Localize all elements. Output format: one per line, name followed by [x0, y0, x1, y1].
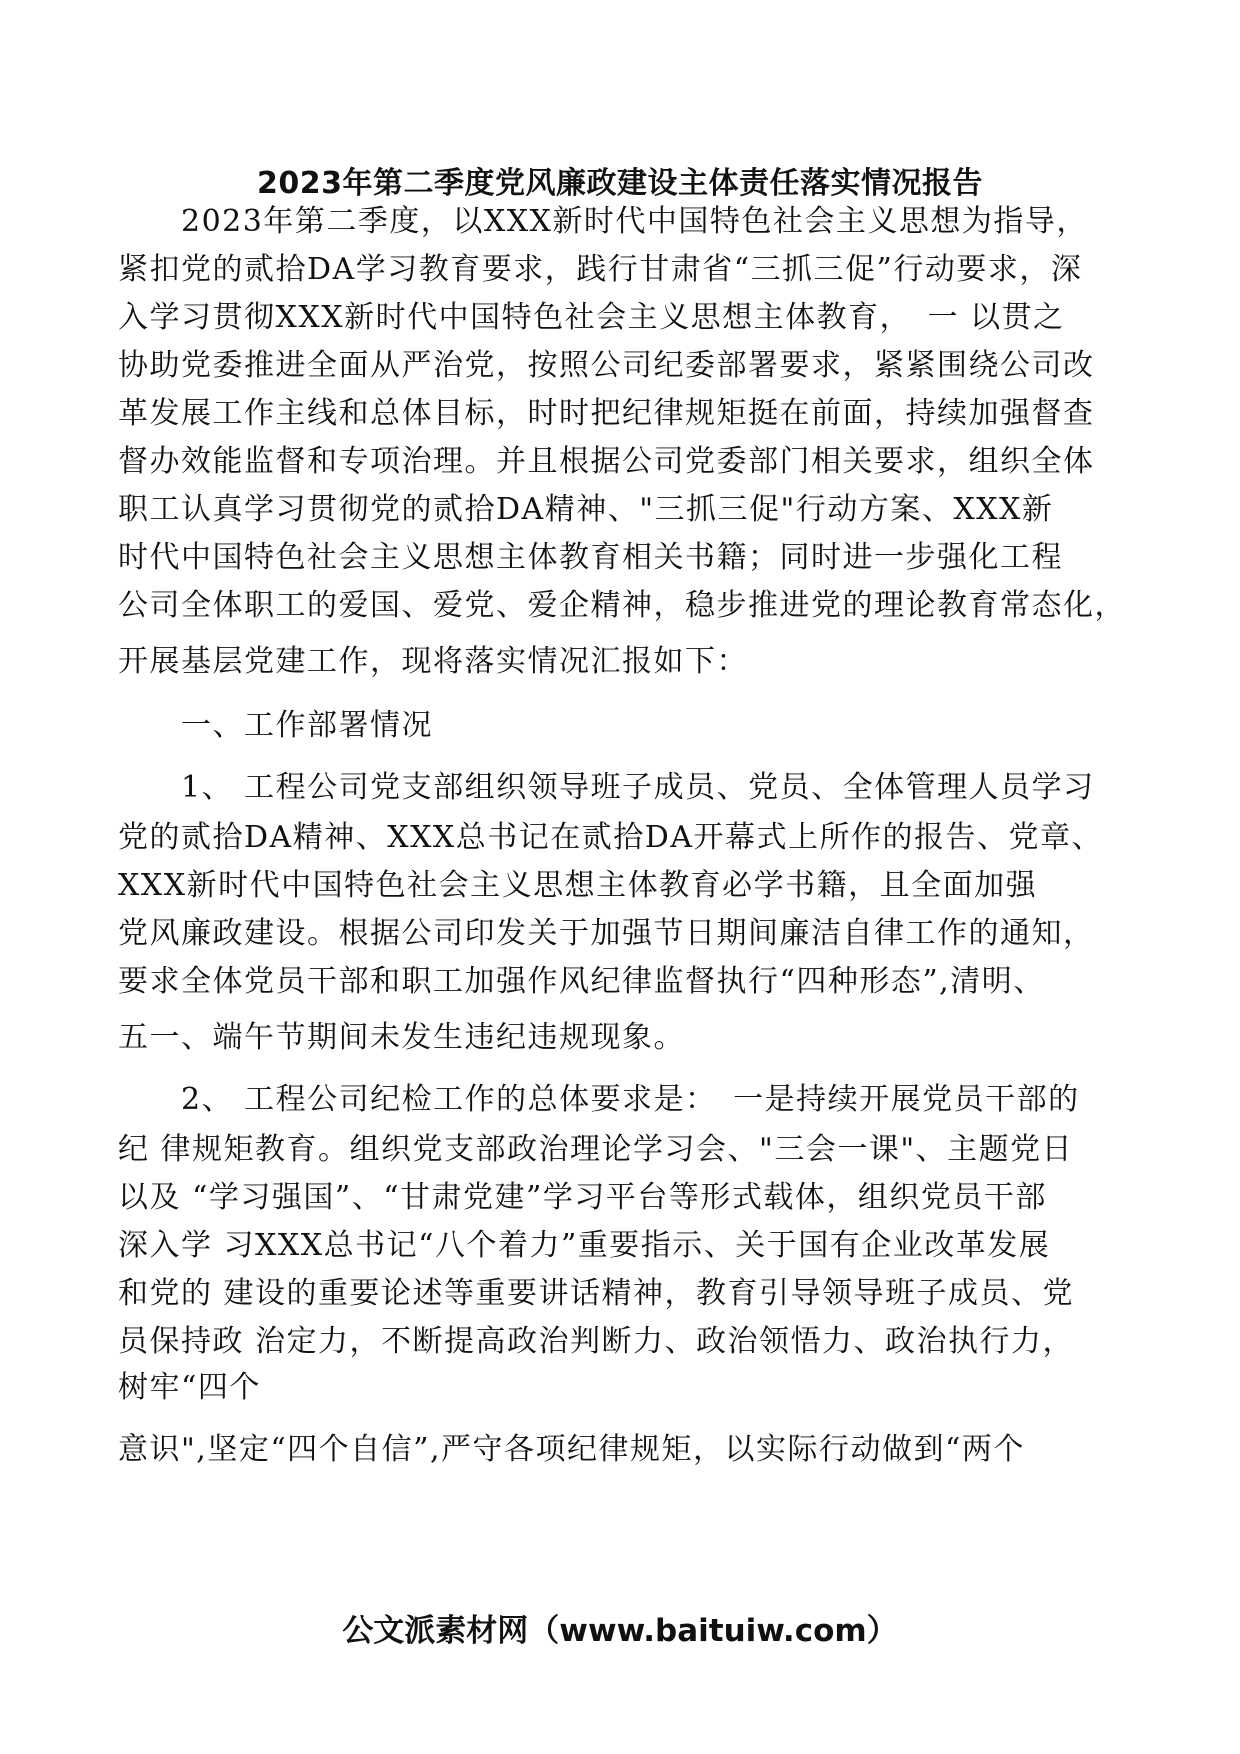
body-line: 党的贰拾DA精神、XXX总书记在贰拾DA开幕式上所作的报告、党章、	[118, 820, 1104, 855]
body-line: 时代中国特色社会主义思想主体教育相关书籍；同时进一步强化工程	[118, 540, 1063, 575]
body-line: 树牢“四个	[118, 1370, 261, 1405]
body-line: 督办效能监督和专项治理。并且根据公司党委部门相关要求，组织全体	[118, 444, 1095, 479]
body-line: 公司全体职工的爱国、爱党、爱企精神，稳步推进党的理论教育常态化，	[118, 588, 1126, 623]
body-line: 员保持政 治定力，不断提高政治判断力、政治领悟力、政治执行力，	[118, 1324, 1075, 1359]
body-line: 开展基层党建工作，现将落实情况汇报如下：	[118, 644, 748, 679]
body-line: 协助党委推进全面从严治党，按照公司纪委部署要求，紧紧围绕公司改	[118, 348, 1095, 383]
footer-watermark: 公文派素材网（www.baituiw.com）	[342, 1613, 898, 1649]
body-line: 2、 工程公司纪检工作的总体要求是： 一是持续开展党员干部的	[118, 1082, 1080, 1117]
body-line: 意识",坚定“四个自信”,严守各项纪律规矩，以实际行动做到“两个	[118, 1432, 1025, 1467]
body-line: 1、 工程公司党支部组织领导班子成员、党员、全体管理人员学习	[118, 770, 1095, 805]
body-line: 革发展工作主线和总体目标，时时把纪律规矩挺在前面，持续加强督查	[118, 396, 1095, 431]
document-title: 2023年第二季度党风廉政建设主体责任落实情况报告	[257, 166, 983, 201]
body-line: 和党的 建设的重要论述等重要讲话精神，教育引导领导班子成员、党	[118, 1276, 1075, 1311]
body-line: 深入学 习XXX总书记“八个着力”重要指示、关于国有企业改革发展	[118, 1228, 1051, 1263]
body-line: 2023年第二季度，以XXX新时代中国特色社会主义思想为指导，	[118, 204, 1088, 239]
body-line: XXX新时代中国特色社会主义思想主体教育必学书籍，且全面加强	[118, 868, 1038, 903]
body-line: 五一、端午节期间未发生违纪违规现象。	[118, 1020, 685, 1055]
body-line: 要求全体党员干部和职工加强作风纪律监督执行“四种形态”,清明、	[118, 964, 1045, 999]
body-line: 职工认真学习贯彻党的贰拾DA精神、"三抓三促"行动方案、XXX新	[118, 492, 1054, 527]
body-line: 入学习贯彻XXX新时代中国特色社会主义思想主体教育， 一 以贯之	[118, 300, 1065, 335]
body-line: 党风廉政建设。根据公司印发关于加强节日期间廉洁自律工作的通知，	[118, 916, 1095, 951]
body-line: 纪 律规矩教育。组织党支部政治理论学习会、"三会一课"、主题党日	[118, 1132, 1074, 1167]
body-line: 以及 “学习强国”、“甘肃党建”学习平台等形式载体，组织党员干部	[118, 1180, 1047, 1215]
body-line: 紧扣党的贰拾DA学习教育要求，践行甘肃省“三抓三促”行动要求，深	[118, 252, 1083, 287]
section-heading: 一、工作部署情况	[118, 708, 433, 743]
